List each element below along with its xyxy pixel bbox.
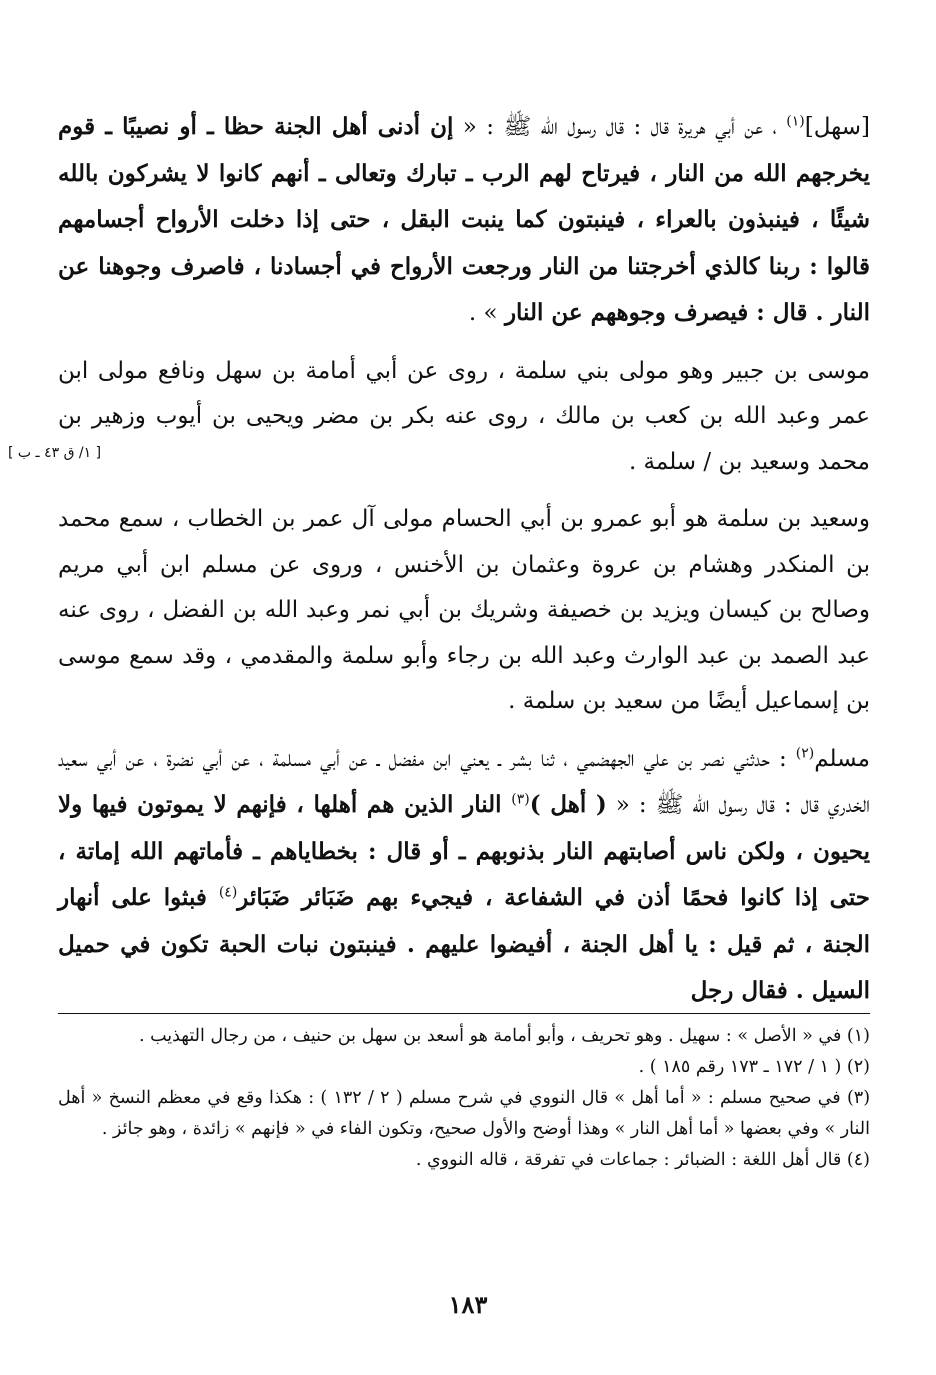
- footnotes: [58, 1021, 870, 1176]
- footnote-ref: (٢): [795, 744, 815, 761]
- footnote-separator: [58, 1013, 870, 1014]
- footnote-2: (٢) ( ١ / ١٧٢ ـ ١٧٣ رقم ١٨٥ ) .: [638, 1057, 870, 1077]
- footnote-ref: (٤): [218, 884, 238, 901]
- paragraph-said-bin-salama: [58, 497, 870, 725]
- text-segment: » .: [468, 300, 505, 326]
- manuscript-folio-note: [ ١/ ق ٤٣ ـ ب ]: [8, 445, 102, 461]
- text-segment: مسلم: [814, 745, 870, 772]
- text-segment: وسعيد بن سلمة هو أبو عمرو بن أبي الحسام مولى آل عمر بن الخطاب ، سمع محمد بن المنكدر وهشام بن عروة وعثمان بن الأخنس ، وروى عن مسلم ابن أبي مريم وصالح بن كيسان ويزيد بن خصيفة وشريك بن أبي نمر وعبد الله بن الفضل ، روى عنه عبد الصمد بن عبد الوارث وعبد الله بن رجاء وأبو سلمة والمقدمي ، وقد سمع موسى بن إسماعيل أيضًا من سعيد بن سلمة .: [58, 506, 870, 714]
- paragraph-hadith-muslim: [58, 737, 870, 1015]
- text-segment: ، عن أبي هريرة قال : قال رسول الله ﷺ : «: [453, 114, 787, 140]
- main-text: [58, 104, 870, 1027]
- text-segment: [سهل]: [804, 114, 870, 140]
- footnote-4: (٤) قال أهل اللغة : الضبائر : جماعات في تفرقة ، قاله النووي .: [415, 1150, 870, 1170]
- footnote-ref: (١): [786, 113, 805, 130]
- footnote-ref: (٣): [511, 791, 530, 808]
- footnote-1: (١) في « الأصل » : سهيل . وهو تحريف ، وأبو أمامة هو أسعد بن سهل بن حنيف ، من رجال التهذيب .: [138, 1026, 870, 1046]
- text-segment: : حدثني نصر بن علي الجهضمي ، ثنا بشر ـ يعني ابن مفضل ـ عن أبي مسلمة ، عن أبي نضرة ، عن أبي سعيد الخدري قال : قال رسول الله ﷺ : «: [58, 745, 870, 818]
- paragraph-musa-bin-jubayr: [58, 349, 870, 486]
- footnote-3: (٣) في صحيح مسلم : « أما أهل » قال النووي في شرح مسلم ( ٢ / ١٣٢ ) : هكذا وقع في معظم النسخ « أهل النار » وفي بعضها « أما أهل النار » وهذا أوضح والأول صحيح، وتكون الفاء في « فإنهم » زائدة ، وهو جائز .: [58, 1088, 871, 1139]
- paragraph-hadith-sahl: [58, 104, 870, 337]
- hadith-text: ( أهل ): [529, 791, 607, 818]
- hadith-text: فبثوا على أنهار الجنة ، ثم قيل : يا أهل الجنة ، أفيضوا عليهم . فينبتون نبات الحبة تكون في حميل السيل . فقال رجل: [58, 884, 870, 1004]
- page-number: ١٨٣: [448, 1290, 488, 1319]
- hadith-text: النار الذين هم أهلها ، فإنهم لا يموتون فيها ولا يحيون ، ولكن ناس أصابتهم النار بذنوبهم ـ أو قال : بخطاياهم ـ فأماتهم الله إماتة ، حتى إذا كانوا فحمًا أذن في الشفاعة ، فيجيء بهم ضَبَائر ضَبَائر: [58, 791, 871, 911]
- text-segment: موسى بن جبير وهو مولى بني سلمة ، روى عن أبي أمامة بن سهل ونافع مولى ابن عمر وعبد الله بن كعب بن مالك ، روى عنه بكر بن مضر ويحيى بن أيوب وزهير بن محمد وسعيد بن / سلمة .: [58, 357, 870, 475]
- hadith-text: إن أدنى أهل الجنة حظا ـ أو نصيبًا ـ قوم يخرجهم الله من النار ، فيرتاح لهم الرب ـ تبارك وتعالى ـ أنهم كانوا لا يشركون بالله شيئًا ، فينبذون بالعراء ، فينبتون كما ينبت البقل ، حتى إذا دخلت الأرواح أجسامهم قالوا : ربنا كالذي أخرجتنا من النار ورجعت الأرواح في أجسادنا ، فاصرف وجوهنا عن النار . قال : فيصرف وجوههم عن النار: [58, 113, 870, 326]
